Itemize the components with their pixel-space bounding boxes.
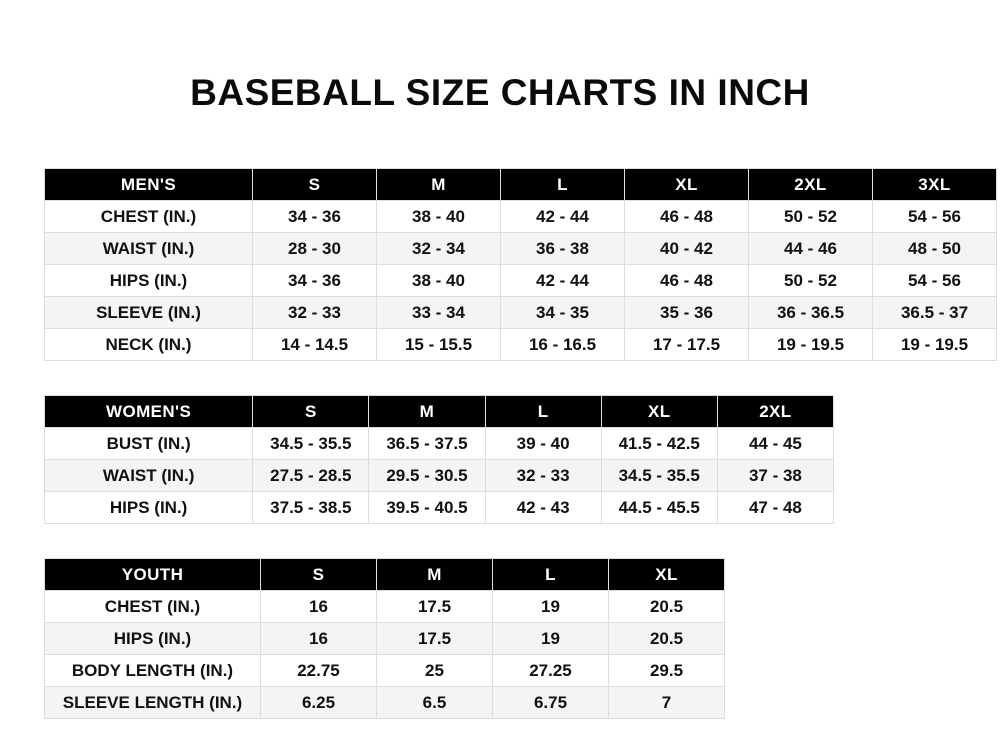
cell: 22.75 bbox=[261, 655, 377, 687]
column-header-xl: XL bbox=[601, 396, 717, 428]
row-label: BODY LENGTH (IN.) bbox=[45, 655, 261, 687]
column-header-xl: XL bbox=[625, 169, 749, 201]
row-label: WAIST (IN.) bbox=[45, 460, 253, 492]
cell: 39 - 40 bbox=[485, 428, 601, 460]
cell: 44 - 46 bbox=[749, 233, 873, 265]
cell: 37 - 38 bbox=[717, 460, 833, 492]
table-row bbox=[45, 460, 834, 492]
table-row bbox=[45, 265, 997, 297]
row-label: SLEEVE LENGTH (IN.) bbox=[45, 687, 261, 719]
table-row bbox=[45, 492, 834, 524]
column-header-category: YOUTH bbox=[45, 559, 261, 591]
table-header-row bbox=[45, 169, 997, 201]
column-header-s: S bbox=[261, 559, 377, 591]
charts-container bbox=[0, 168, 1000, 719]
cell: 34 - 36 bbox=[253, 265, 377, 297]
cell: 42 - 44 bbox=[501, 201, 625, 233]
cell: 37.5 - 38.5 bbox=[253, 492, 369, 524]
mens-table-header bbox=[45, 169, 997, 201]
cell: 19 bbox=[493, 623, 609, 655]
cell: 48 - 50 bbox=[873, 233, 997, 265]
cell: 50 - 52 bbox=[749, 201, 873, 233]
row-label: HIPS (IN.) bbox=[45, 623, 261, 655]
cell: 15 - 15.5 bbox=[377, 329, 501, 361]
column-header-category: WOMEN'S bbox=[45, 396, 253, 428]
row-label: SLEEVE (IN.) bbox=[45, 297, 253, 329]
column-header-2xl: 2XL bbox=[717, 396, 833, 428]
cell: 6.75 bbox=[493, 687, 609, 719]
mens-table-body bbox=[45, 201, 997, 361]
youth-table-header bbox=[45, 559, 725, 591]
table-row bbox=[45, 428, 834, 460]
cell: 29.5 bbox=[609, 655, 725, 687]
cell: 47 - 48 bbox=[717, 492, 833, 524]
table-row bbox=[45, 687, 725, 719]
cell: 38 - 40 bbox=[377, 201, 501, 233]
cell: 17 - 17.5 bbox=[625, 329, 749, 361]
cell: 36.5 - 37.5 bbox=[369, 428, 485, 460]
cell: 32 - 34 bbox=[377, 233, 501, 265]
table-row bbox=[45, 233, 997, 265]
cell: 14 - 14.5 bbox=[253, 329, 377, 361]
page-title: BASEBALL SIZE CHARTS IN INCH bbox=[190, 72, 810, 113]
womens-size-table bbox=[44, 395, 834, 524]
cell: 28 - 30 bbox=[253, 233, 377, 265]
column-header-m: M bbox=[369, 396, 485, 428]
cell: 27.5 - 28.5 bbox=[253, 460, 369, 492]
womens-table-header bbox=[45, 396, 834, 428]
cell: 16 bbox=[261, 623, 377, 655]
cell: 36 - 38 bbox=[501, 233, 625, 265]
row-label: WAIST (IN.) bbox=[45, 233, 253, 265]
cell: 16 - 16.5 bbox=[501, 329, 625, 361]
cell: 19 - 19.5 bbox=[749, 329, 873, 361]
cell: 39.5 - 40.5 bbox=[369, 492, 485, 524]
row-label: BUST (IN.) bbox=[45, 428, 253, 460]
cell: 36.5 - 37 bbox=[873, 297, 997, 329]
cell: 44.5 - 45.5 bbox=[601, 492, 717, 524]
cell: 6.5 bbox=[377, 687, 493, 719]
cell: 46 - 48 bbox=[625, 201, 749, 233]
cell: 41.5 - 42.5 bbox=[601, 428, 717, 460]
youth-size-table bbox=[44, 558, 725, 719]
cell: 34.5 - 35.5 bbox=[253, 428, 369, 460]
column-header-l: L bbox=[501, 169, 625, 201]
row-label: CHEST (IN.) bbox=[45, 201, 253, 233]
cell: 34 - 35 bbox=[501, 297, 625, 329]
row-label: NECK (IN.) bbox=[45, 329, 253, 361]
row-label: HIPS (IN.) bbox=[45, 265, 253, 297]
cell: 6.25 bbox=[261, 687, 377, 719]
table-row bbox=[45, 297, 997, 329]
table-row bbox=[45, 623, 725, 655]
column-header-l: L bbox=[493, 559, 609, 591]
cell: 34.5 - 35.5 bbox=[601, 460, 717, 492]
table-header-row bbox=[45, 559, 725, 591]
cell: 20.5 bbox=[609, 623, 725, 655]
cell: 32 - 33 bbox=[253, 297, 377, 329]
cell: 25 bbox=[377, 655, 493, 687]
cell: 17.5 bbox=[377, 623, 493, 655]
column-header-l: L bbox=[485, 396, 601, 428]
cell: 29.5 - 30.5 bbox=[369, 460, 485, 492]
row-label: HIPS (IN.) bbox=[45, 492, 253, 524]
cell: 40 - 42 bbox=[625, 233, 749, 265]
table-row bbox=[45, 201, 997, 233]
cell: 17.5 bbox=[377, 591, 493, 623]
column-header-3xl: 3XL bbox=[873, 169, 997, 201]
cell: 33 - 34 bbox=[377, 297, 501, 329]
cell: 38 - 40 bbox=[377, 265, 501, 297]
cell: 42 - 43 bbox=[485, 492, 601, 524]
cell: 32 - 33 bbox=[485, 460, 601, 492]
cell: 19 bbox=[493, 591, 609, 623]
table-row bbox=[45, 329, 997, 361]
cell: 16 bbox=[261, 591, 377, 623]
cell: 46 - 48 bbox=[625, 265, 749, 297]
row-label: CHEST (IN.) bbox=[45, 591, 261, 623]
column-header-xl: XL bbox=[609, 559, 725, 591]
cell: 35 - 36 bbox=[625, 297, 749, 329]
column-header-s: S bbox=[253, 169, 377, 201]
table-header-row bbox=[45, 396, 834, 428]
mens-size-table bbox=[44, 168, 997, 361]
cell: 34 - 36 bbox=[253, 201, 377, 233]
cell: 20.5 bbox=[609, 591, 725, 623]
column-header-s: S bbox=[253, 396, 369, 428]
cell: 44 - 45 bbox=[717, 428, 833, 460]
table-row bbox=[45, 591, 725, 623]
column-header-2xl: 2XL bbox=[749, 169, 873, 201]
column-header-m: M bbox=[377, 559, 493, 591]
youth-table-body bbox=[45, 591, 725, 719]
cell: 36 - 36.5 bbox=[749, 297, 873, 329]
table-row bbox=[45, 655, 725, 687]
cell: 54 - 56 bbox=[873, 265, 997, 297]
cell: 7 bbox=[609, 687, 725, 719]
column-header-category: MEN'S bbox=[45, 169, 253, 201]
cell: 27.25 bbox=[493, 655, 609, 687]
column-header-m: M bbox=[377, 169, 501, 201]
cell: 42 - 44 bbox=[501, 265, 625, 297]
womens-table-body bbox=[45, 428, 834, 524]
cell: 50 - 52 bbox=[749, 265, 873, 297]
cell: 19 - 19.5 bbox=[873, 329, 997, 361]
cell: 54 - 56 bbox=[873, 201, 997, 233]
